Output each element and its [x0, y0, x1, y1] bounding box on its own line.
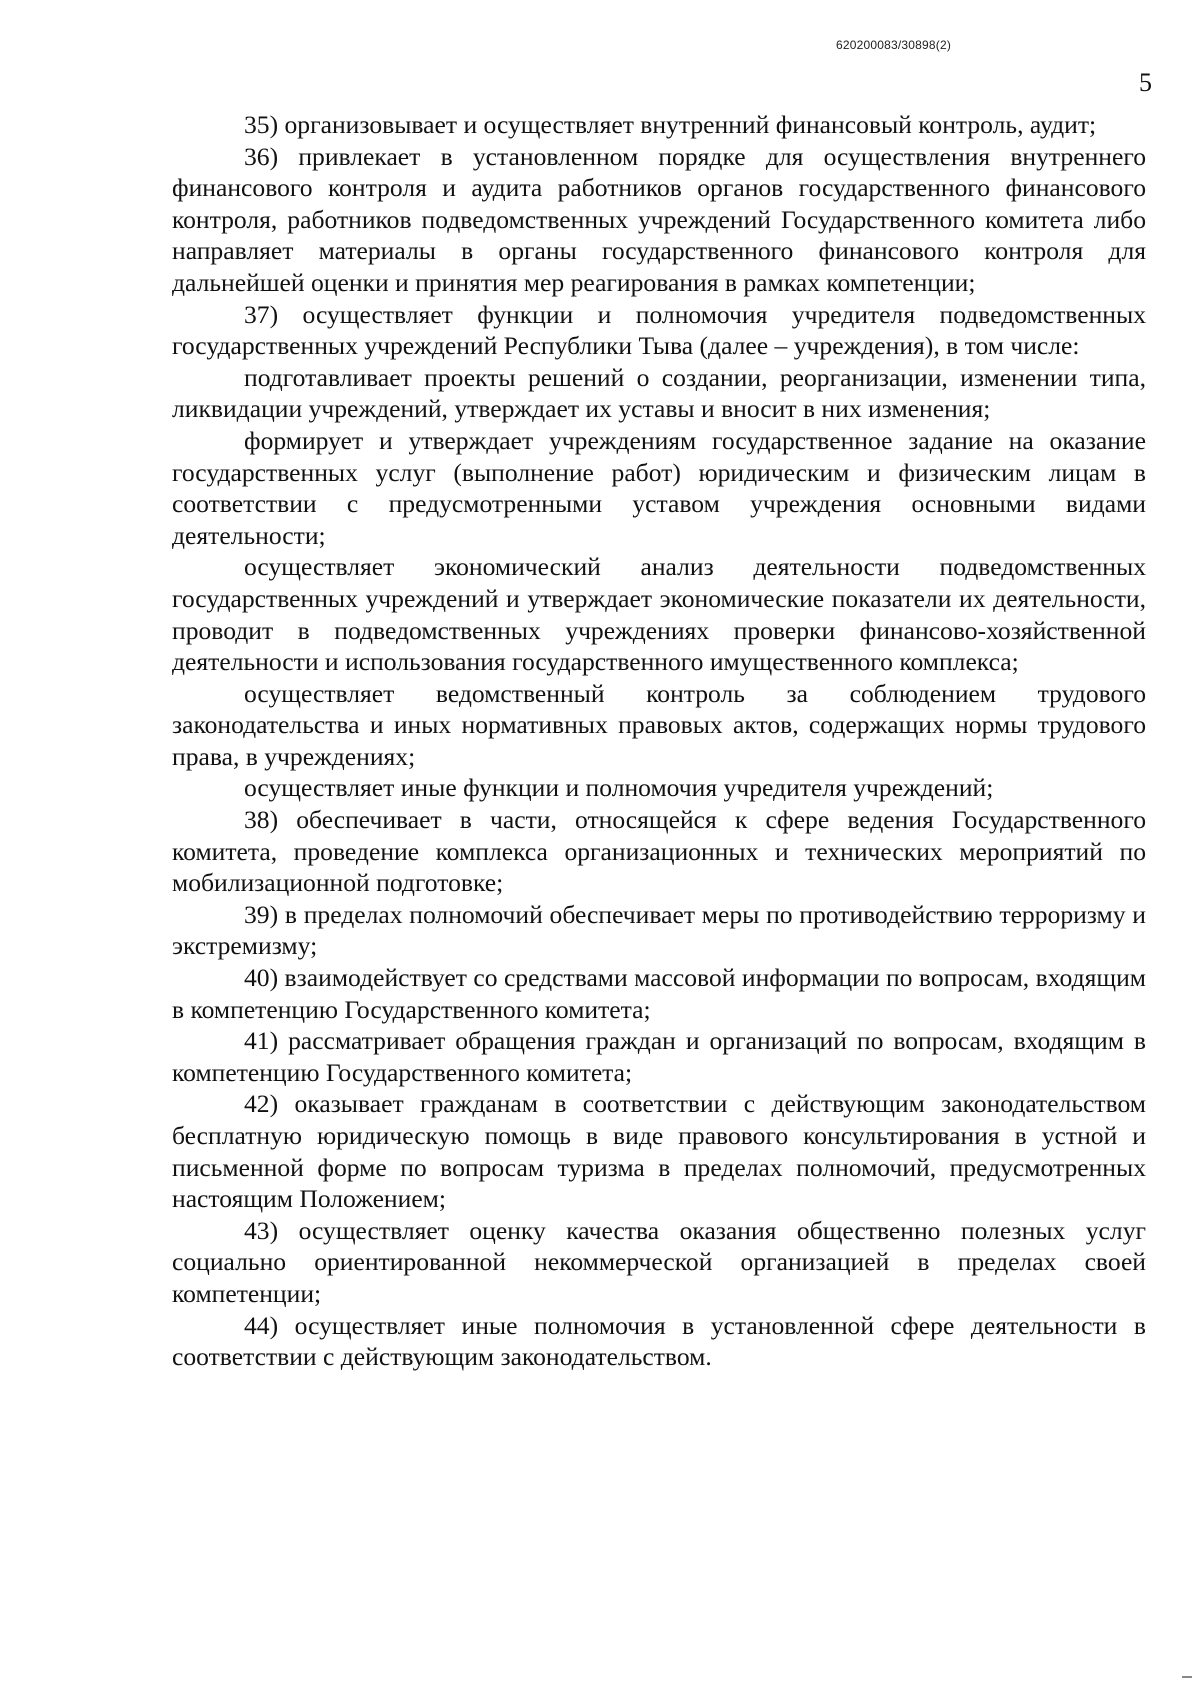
- page-number: 5: [1139, 68, 1152, 97]
- document-code: 620200083/30898(2): [836, 38, 952, 52]
- paragraph-37-item-labor-control: осуществляет ведомственный контроль за соблюдением трудового законодательства и иных нормативных правовых актов, содержащих нормы трудового права, в учреждениях;: [172, 678, 1146, 771]
- paragraph-35: 35) организовывает и осуществляет внутренний финансовый контроль, аудит;: [244, 110, 1097, 139]
- paragraph-41: 41) рассматривает обращения граждан и организаций по вопросам, входящим в компетенцию Государственного комитета;: [172, 1026, 1146, 1087]
- paragraph-37-item-analysis: осуществляет экономический анализ деятельности подведомственных государственных учреждений и утверждает экономические показатели их деятельности, проводит в подведомственных учреждениях проверки финансово-хозяйственной деятельности и использования государственного имущественного комплекса;: [172, 552, 1146, 677]
- paragraph-37: 37) осуществляет функции и полномочия учредителя подведомственных государственных учреждений Республики Тыва (далее – учреждения), в том числе:: [172, 299, 1146, 361]
- paragraph-37-item-other-functions: осуществляет иные функции и полномочия учредителя учреждений;: [244, 773, 994, 803]
- scan-edge-mark: [1182, 1676, 1192, 1678]
- paragraph-39: 39) в пределах полномочий обеспечивает меры по противодействию терроризму и экстремизму;: [172, 899, 1146, 961]
- paragraph-44: 44) осуществляет иные полномочия в установленной сфере деятельности в соответствии с действующим законодательством.: [172, 1310, 1146, 1372]
- paragraph-43: 43) осуществляет оценку качества оказания общественно полезных услуг социально ориентированной некоммерческой организацией в пределах своей компетенции;: [172, 1215, 1146, 1308]
- paragraph-37-item-assignment: формирует и утверждает учреждениям государственное задание на оказание государственных услуг (выполнение работ) юридическим и физическим лицам в соответствии с предусмотренными уставом учреждения основными видами деятельности;: [172, 425, 1146, 550]
- paragraph-38: 38) обеспечивает в части, относящейся к сфере ведения Государственного комитета, проведение комплекса организационных и технических мероприятий по мобилизационной подготовке;: [172, 805, 1146, 898]
- paragraph-37-item-projects: подготавливает проекты решений о создании, реорганизации, изменении типа, ликвидации учреждений, утверждает их уставы и вносит в них изменения;: [172, 362, 1146, 424]
- document-body: [172, 109, 1146, 1373]
- paragraph-36: 36) привлекает в установленном порядке для осуществления внутреннего финансового контроля и аудита работников органов государственного финансового контроля, работников подведомственных учреждений Государственного комитета либо направляет материалы в органы государственного финансового контроля для дальнейшей оценки и принятия мер реагирования в рамках компетенции;: [172, 141, 1146, 297]
- paragraph-40: 40) взаимодействует со средствами массовой информации по вопросам, входящим в компетенцию Государственного комитета;: [172, 963, 1146, 1024]
- paragraph-42: 42) оказывает гражданам в соответствии с действующим законодательством бесплатную юридическую помощь в виде правового консультирования в устной и письменной форме по вопросам туризма в пределах полномочий, предусмотренных настоящим Положением;: [172, 1089, 1146, 1214]
